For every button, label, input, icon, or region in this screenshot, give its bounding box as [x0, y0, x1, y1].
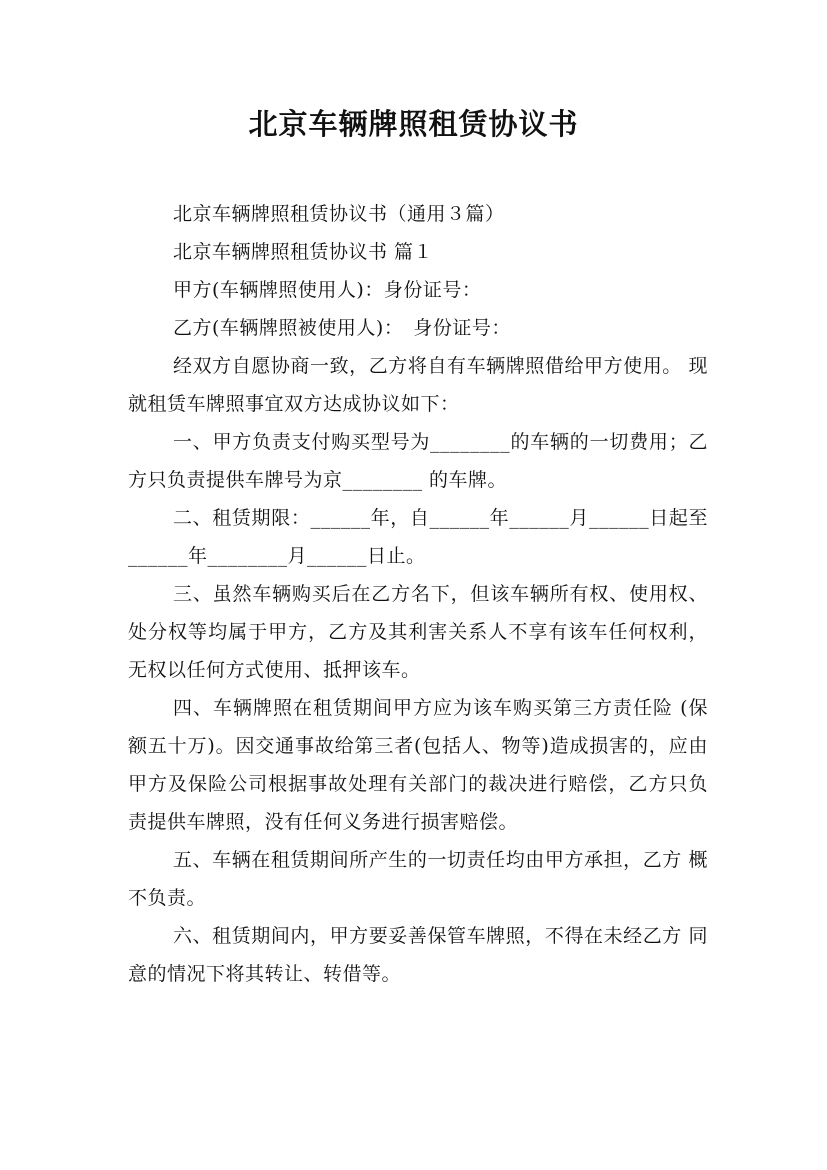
- paragraph-clause-6: 六、租赁期间内，甲方要妥善保管车牌照，不得在未经乙方 同意的情况下将其转让、转借等。: [128, 925, 708, 985]
- paragraph-intro: 经双方自愿协商一致，乙方将自有车辆牌照借给甲方使用。 现就租赁车牌照事宜双方达成协议如下：: [128, 355, 708, 415]
- paragraph-section-heading: 北京车辆牌照租赁协议书 篇１: [173, 241, 434, 263]
- paragraph-clause-5: 五、车辆在租赁期间所产生的一切责任均由甲方承担，乙方 概不负责。: [128, 849, 708, 909]
- paragraph-clause-3: 三、虽然车辆购买后在乙方名下，但该车辆所有权、使用权、 处分权等均属于甲方，乙方及其利害关系人不享有该车任何权利，无权以任何方式使用、抵押该车。: [128, 583, 708, 681]
- document-body: [128, 195, 708, 993]
- paragraph-party-a: 甲方(车辆牌照使用人)：身份证号：: [173, 279, 482, 301]
- paragraph-party-b: 乙方(车辆牌照被使用人)： 身份证号：: [173, 317, 511, 339]
- paragraph-clause-1: 一、甲方负责支付购买型号为________的车辆的一切费用；乙方只负责提供车牌号为京________ 的车牌。: [128, 431, 708, 491]
- paragraph-clause-2: 二、租赁期限：______年，自______年______月______日起至______年________月______日止。: [128, 507, 708, 567]
- paragraph-subtitle: 北京车辆牌照租赁协议书（通用３篇）: [173, 203, 505, 225]
- document-title: 北京车辆牌照租赁协议书: [248, 107, 579, 141]
- paragraph-clause-4: 四、车辆牌照在租赁期间甲方应为该车购买第三方责任险 (保额五十万)。因交通事故给第三者(包括人、物等)造成损害的，应由甲方及保险公司根据事故处理有关部门的裁决进行赔偿，乙方只负责提供车牌照，没有任何义务进行损害赔偿。: [128, 697, 708, 833]
